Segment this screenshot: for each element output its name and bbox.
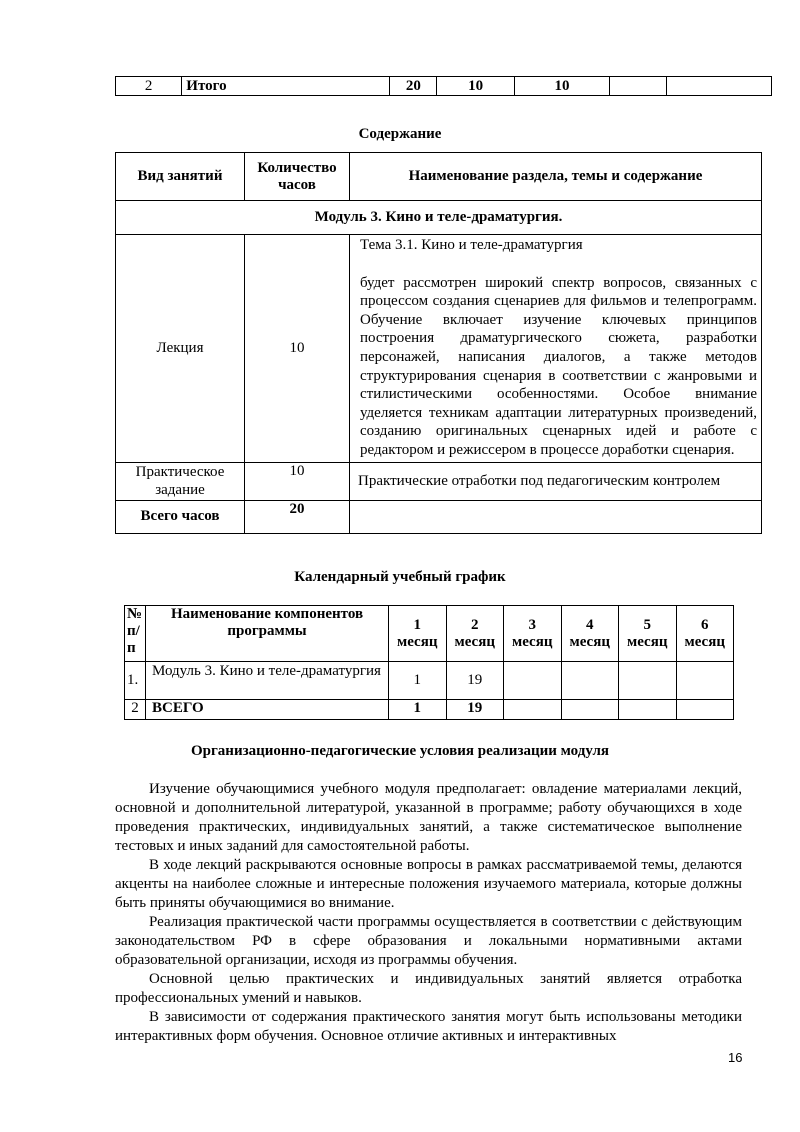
header-month-3: 3 месяц (504, 606, 562, 662)
table-header-row (116, 153, 762, 201)
table-row (116, 77, 772, 96)
summary-table (115, 76, 772, 96)
empty-cell (676, 662, 734, 700)
empty-cell (676, 700, 734, 720)
practice-description: Практические отработки под педагогическим контролем (350, 462, 762, 500)
total-row (116, 500, 762, 533)
lecture-hours-cell: 10 (437, 77, 514, 96)
row-number-cell: 2 (116, 77, 182, 96)
practice-type: Практическое задание (116, 462, 245, 500)
empty-cell (610, 77, 667, 96)
header-month-6: 6 месяц (676, 606, 734, 662)
row-num: 1. (125, 662, 146, 700)
row-name: ВСЕГО (146, 700, 389, 720)
table-row (125, 662, 734, 700)
empty-cell (504, 700, 562, 720)
header-month-2: 2 месяц (446, 606, 504, 662)
header-num: № п/п (125, 606, 146, 662)
lecture-topic: Тема 3.1. Кино и теле-драматургия (360, 237, 583, 253)
header-month-1: 1 месяц (389, 606, 447, 662)
calendar-heading: Календарный учебный график (294, 569, 506, 585)
total-hours: 20 (245, 500, 350, 533)
empty-cell (561, 700, 619, 720)
practice-hours: 10 (245, 462, 350, 500)
row-month-2: 19 (446, 700, 504, 720)
paragraph: В ходе лекций раскрываются основные вопросы в рамках рассматриваемой темы, делаются акценты на наиболее сложные и интересные положения изучаемого материала, которые должны быть приняты обучающимися во внимание. (115, 857, 742, 911)
body-text (115, 780, 742, 1046)
lecture-row (116, 235, 762, 463)
page-number: 16 (728, 1050, 743, 1065)
module-title: Модуль 3. Кино и теле-драматургия. (116, 201, 762, 235)
total-label-cell: Итого (182, 77, 390, 96)
empty-cell (619, 662, 677, 700)
lecture-type: Лекция (116, 235, 245, 463)
row-num: 2 (125, 700, 146, 720)
total-hours-cell: 20 (390, 77, 437, 96)
header-description: Наименование раздела, темы и содержание (350, 153, 762, 201)
empty-cell (504, 662, 562, 700)
practice-hours-cell: 10 (514, 77, 609, 96)
row-name: Модуль 3. Кино и теле-драматургия (146, 662, 389, 700)
practice-row (116, 462, 762, 500)
paragraph: Изучение обучающимися учебного модуля предполагает: овладение материалами лекций, основной и дополнительной литературой, указанной в программе; работу обучающихся в ходе проведения практических, индивидуальных занятий, а также систематическое выполнение тестовых и иных заданий для самостоятельной работы. (115, 781, 742, 854)
empty-cell (619, 700, 677, 720)
lecture-hours: 10 (245, 235, 350, 463)
paragraph: Основной целью практических и индивидуальных занятий является отработка профессиональных умений и навыков. (115, 971, 742, 1006)
lecture-description (350, 235, 762, 463)
row-month-1: 1 (389, 662, 447, 700)
content-heading: Содержание (358, 126, 442, 142)
org-heading: Организационно-педагогические условия реализации модуля (190, 743, 609, 759)
lecture-text: будет рассмотрен широкий спектр вопросов, связанных с процессом создания сценариев для фильмов и телепрограмм. Обучение включает изучение ключевых принципов построения драматургического сюжета, разработки персонажей, написания диалогов, а также методов структурирования сценария в соответствии с жанровыми и стилистическими особенностями. Особое внимание уделяется техникам адаптации литературных произведений, созданию оригинальных сценарных идей и работе с редактором и режиссером в процессе доработки сценария. (360, 274, 757, 458)
content-table (115, 152, 762, 534)
header-month-5: 5 месяц (619, 606, 677, 662)
module-row (116, 201, 762, 235)
paragraph: В зависимости от содержания практического занятия могут быть использованы методики интерактивных форм обучения. Основное отличие активных и интерактивных (115, 1009, 742, 1044)
header-month-4: 4 месяц (561, 606, 619, 662)
table-row (125, 700, 734, 720)
calendar-table (124, 605, 734, 720)
header-hours: Количество часов (245, 153, 350, 201)
header-name: Наименование компонентов программы (146, 606, 389, 662)
paragraph: Реализация практической части программы осуществляется в соответствии с действующим законодательством РФ в сфере образования и локальными нормативными актами образовательной организации, исходя из программы обучения. (115, 914, 742, 968)
empty-cell (561, 662, 619, 700)
header-type: Вид занятий (116, 153, 245, 201)
empty-cell (667, 77, 772, 96)
total-label: Всего часов (116, 500, 245, 533)
table-header-row (125, 606, 734, 662)
empty-cell (350, 500, 762, 533)
row-month-2: 19 (446, 662, 504, 700)
row-month-1: 1 (389, 700, 447, 720)
